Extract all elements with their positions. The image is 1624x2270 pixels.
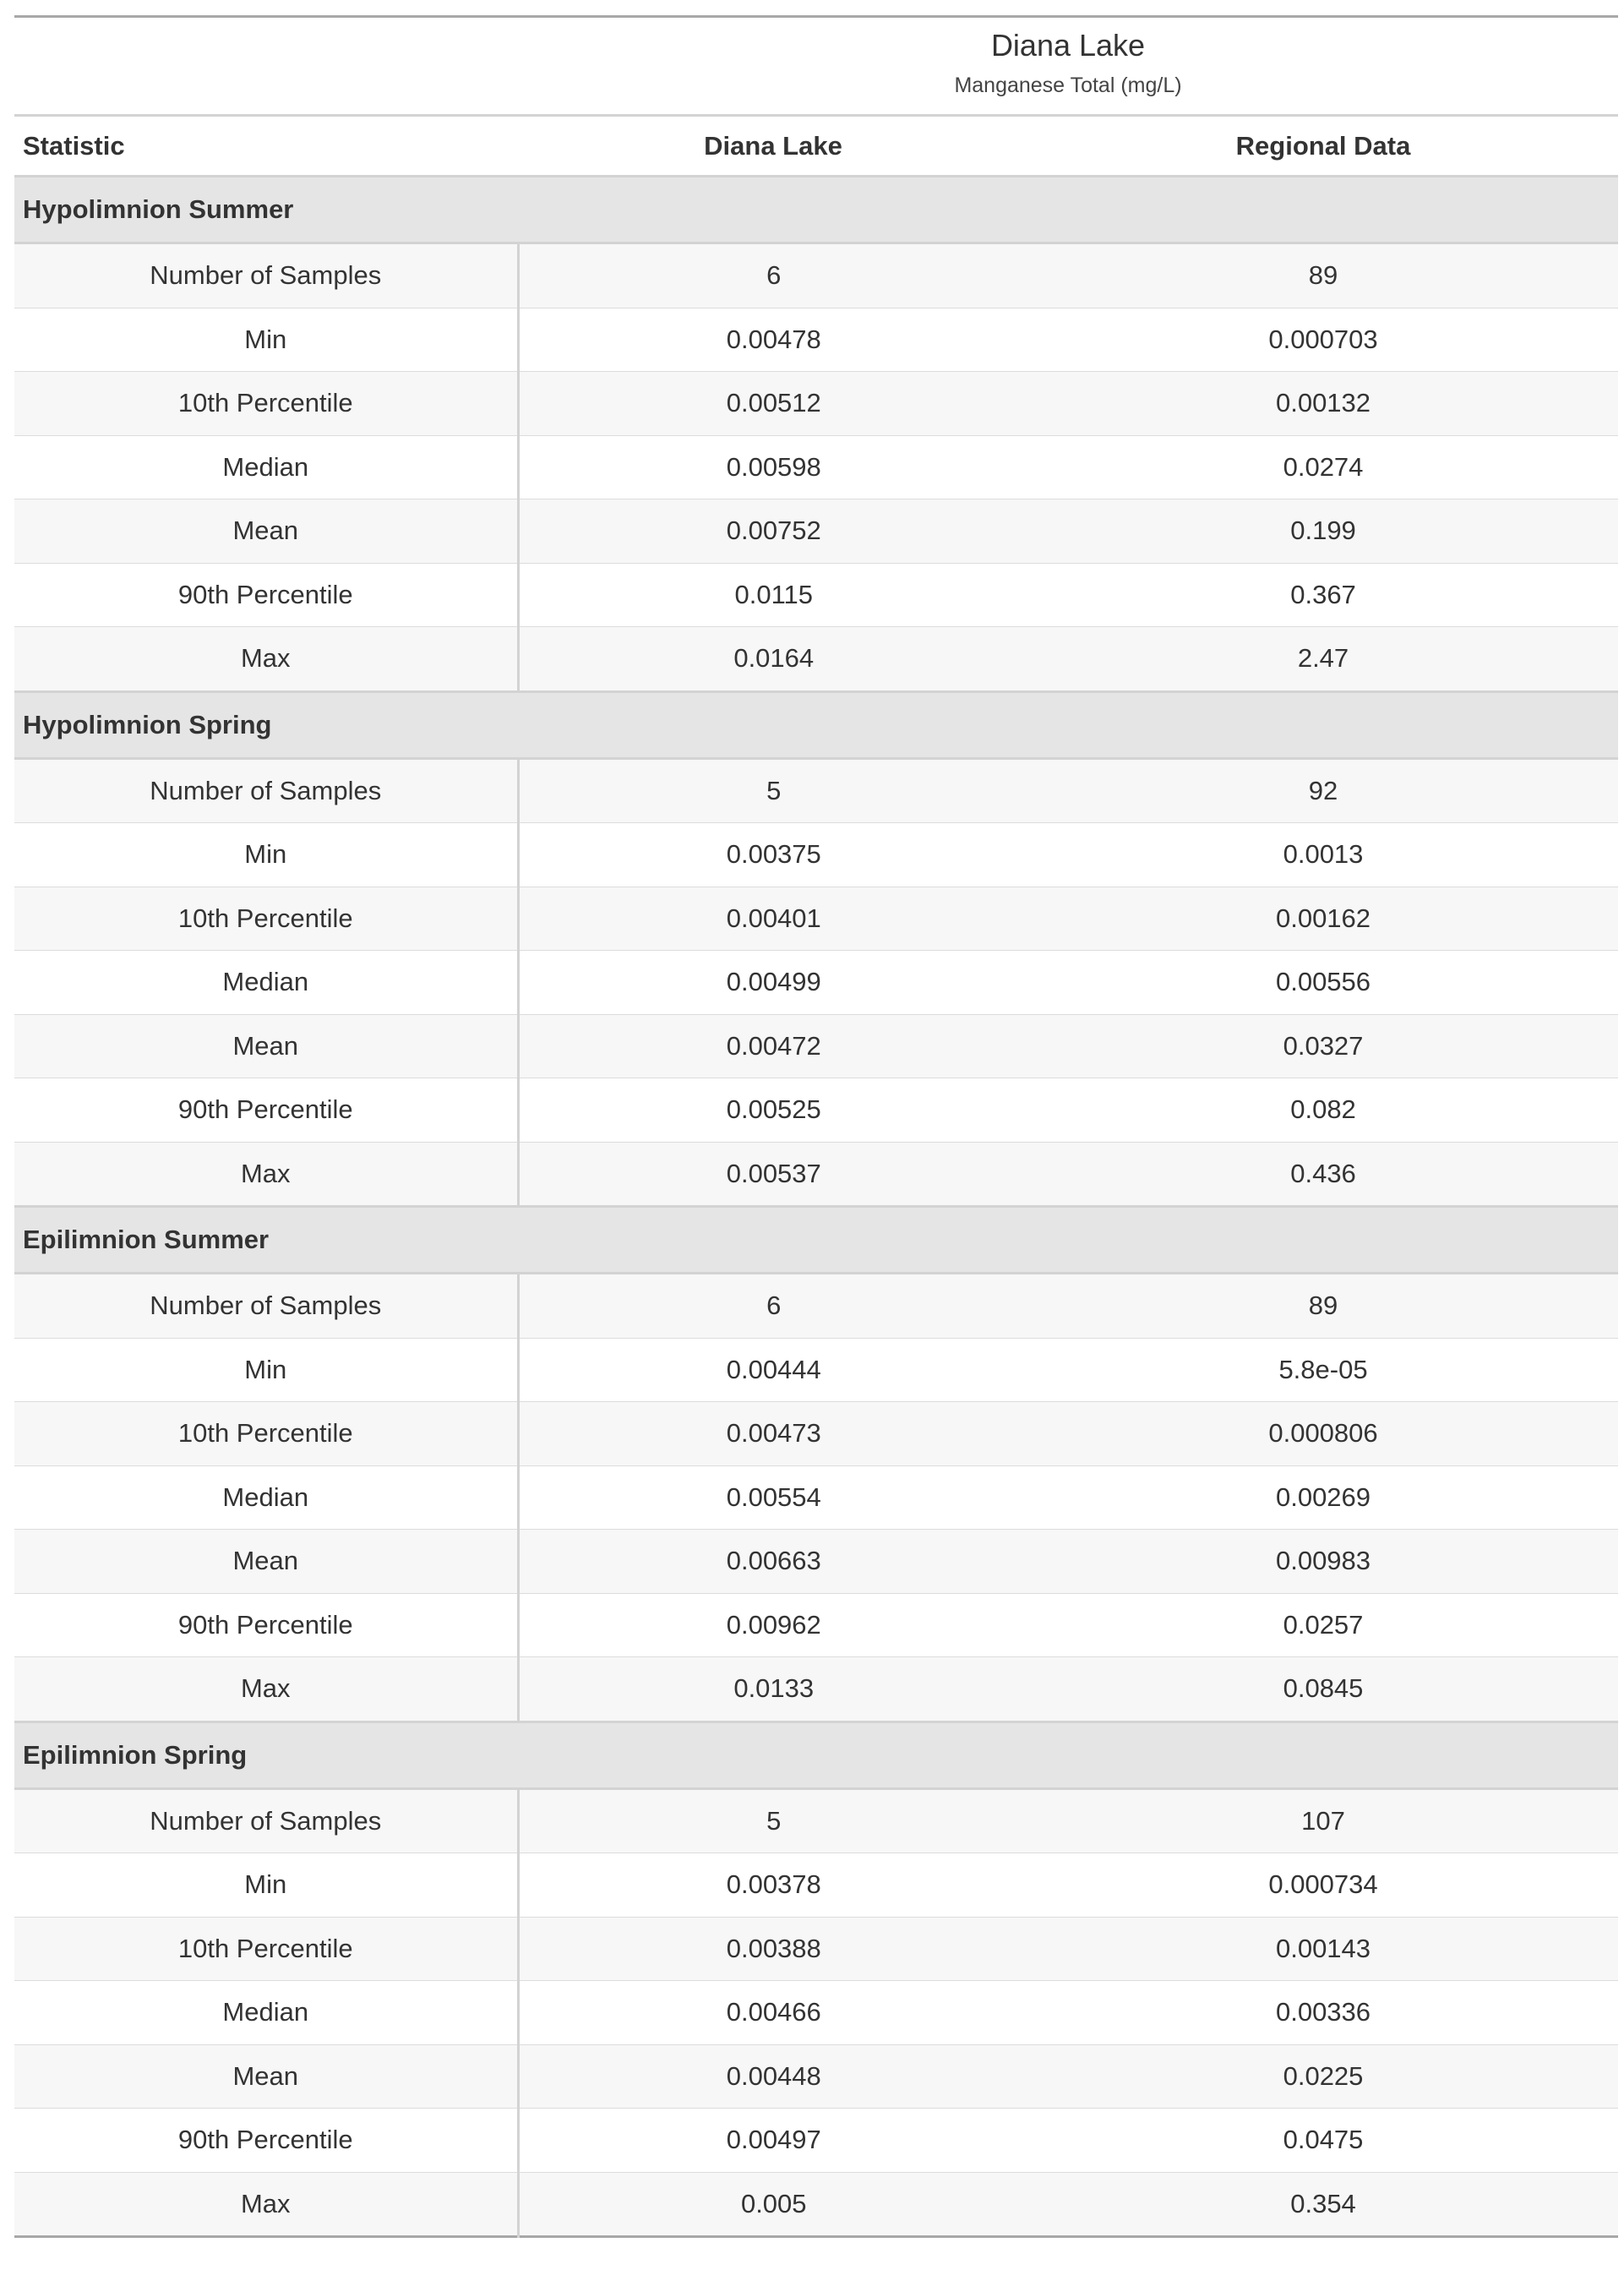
table-row bbox=[14, 1981, 1618, 2045]
lake-value-cell: 0.00499 bbox=[518, 951, 1028, 1015]
regional-value-cell: 0.199 bbox=[1028, 499, 1618, 564]
lake-value-cell: 0.0115 bbox=[518, 563, 1028, 627]
lake-value-cell: 0.00525 bbox=[518, 1078, 1028, 1143]
column-header-lake: Diana Lake bbox=[518, 116, 1028, 177]
group-row bbox=[14, 691, 1618, 758]
lake-value-cell: 0.00537 bbox=[518, 1142, 1028, 1207]
lake-value-cell: 0.005 bbox=[518, 2172, 1028, 2237]
table-row bbox=[14, 499, 1618, 564]
stat-cell: Mean bbox=[14, 1014, 518, 1078]
stat-cell: Max bbox=[14, 1657, 518, 1722]
table-row bbox=[14, 2109, 1618, 2173]
stat-cell: Median bbox=[14, 1465, 518, 1530]
stat-cell: Min bbox=[14, 823, 518, 887]
table-row bbox=[14, 1402, 1618, 1466]
regional-value-cell: 0.0013 bbox=[1028, 823, 1618, 887]
lake-value-cell: 0.00388 bbox=[518, 1917, 1028, 1981]
column-header-statistic: Statistic bbox=[14, 116, 518, 177]
stats-table-container bbox=[14, 15, 1618, 2238]
stat-cell: Median bbox=[14, 1981, 518, 2045]
lake-value-cell: 0.00752 bbox=[518, 499, 1028, 564]
table-row bbox=[14, 951, 1618, 1015]
regional-value-cell: 0.000734 bbox=[1028, 1853, 1618, 1918]
stat-cell: 10th Percentile bbox=[14, 372, 518, 436]
stat-cell: Number of Samples bbox=[14, 1788, 518, 1853]
lake-value-cell: 0.00663 bbox=[518, 1530, 1028, 1594]
table-row bbox=[14, 1142, 1618, 1207]
table-row bbox=[14, 1465, 1618, 1530]
regional-value-cell: 107 bbox=[1028, 1788, 1618, 1853]
lake-value-cell: 5 bbox=[518, 758, 1028, 823]
stat-cell: Max bbox=[14, 2172, 518, 2237]
lake-value-cell: 0.00375 bbox=[518, 823, 1028, 887]
lake-value-cell: 0.00466 bbox=[518, 1981, 1028, 2045]
table-row bbox=[14, 2172, 1618, 2237]
regional-value-cell: 0.436 bbox=[1028, 1142, 1618, 1207]
lake-value-cell: 0.00473 bbox=[518, 1402, 1028, 1466]
regional-value-cell: 0.00983 bbox=[1028, 1530, 1618, 1594]
table-row bbox=[14, 308, 1618, 372]
lake-value-cell: 0.00962 bbox=[518, 1593, 1028, 1657]
regional-value-cell: 0.082 bbox=[1028, 1078, 1618, 1143]
regional-value-cell: 0.0225 bbox=[1028, 2044, 1618, 2109]
stat-cell: 10th Percentile bbox=[14, 1917, 518, 1981]
lake-value-cell: 0.0133 bbox=[518, 1657, 1028, 1722]
lake-value-cell: 0.00512 bbox=[518, 372, 1028, 436]
stat-cell: Max bbox=[14, 1142, 518, 1207]
lake-value-cell: 0.00478 bbox=[518, 308, 1028, 372]
table-body bbox=[14, 177, 1618, 2237]
regional-value-cell: 0.00269 bbox=[1028, 1465, 1618, 1530]
table-row bbox=[14, 1788, 1618, 1853]
lake-value-cell: 0.00598 bbox=[518, 435, 1028, 499]
lake-value-cell: 0.00401 bbox=[518, 887, 1028, 951]
regional-value-cell: 0.0274 bbox=[1028, 435, 1618, 499]
regional-value-cell: 0.00556 bbox=[1028, 951, 1618, 1015]
table-row bbox=[14, 2044, 1618, 2109]
group-row bbox=[14, 177, 1618, 243]
subtitle-row bbox=[14, 63, 1618, 116]
stat-cell: Median bbox=[14, 951, 518, 1015]
regional-value-cell: 0.0475 bbox=[1028, 2109, 1618, 2173]
lake-value-cell: 6 bbox=[518, 243, 1028, 308]
table-row bbox=[14, 1853, 1618, 1918]
regional-value-cell: 0.0845 bbox=[1028, 1657, 1618, 1722]
regional-value-cell: 0.367 bbox=[1028, 563, 1618, 627]
lake-value-cell: 0.00472 bbox=[518, 1014, 1028, 1078]
table-subtitle: Manganese Total (mg/L) bbox=[518, 63, 1618, 116]
table-row bbox=[14, 1530, 1618, 1594]
table-row bbox=[14, 372, 1618, 436]
regional-value-cell: 2.47 bbox=[1028, 627, 1618, 692]
group-label: Hypolimnion Spring bbox=[14, 691, 1618, 758]
title-row bbox=[14, 17, 1618, 64]
lake-value-cell: 0.00554 bbox=[518, 1465, 1028, 1530]
table-row bbox=[14, 1274, 1618, 1339]
stat-cell: Number of Samples bbox=[14, 243, 518, 308]
regional-value-cell: 0.00143 bbox=[1028, 1917, 1618, 1981]
stat-cell: Number of Samples bbox=[14, 758, 518, 823]
table-row bbox=[14, 1917, 1618, 1981]
stats-table bbox=[14, 15, 1618, 2238]
table-row bbox=[14, 1014, 1618, 1078]
lake-value-cell: 6 bbox=[518, 1274, 1028, 1339]
stat-cell: Median bbox=[14, 435, 518, 499]
table-row bbox=[14, 758, 1618, 823]
stat-cell: Max bbox=[14, 627, 518, 692]
group-row bbox=[14, 1207, 1618, 1274]
table-row bbox=[14, 563, 1618, 627]
stat-cell: 90th Percentile bbox=[14, 1593, 518, 1657]
regional-value-cell: 0.00132 bbox=[1028, 372, 1618, 436]
table-row bbox=[14, 1593, 1618, 1657]
lake-value-cell: 0.00444 bbox=[518, 1338, 1028, 1402]
lake-value-cell: 0.00497 bbox=[518, 2109, 1028, 2173]
column-header-regional: Regional Data bbox=[1028, 116, 1618, 177]
stat-cell: 10th Percentile bbox=[14, 1402, 518, 1466]
table-title: Diana Lake bbox=[990, 28, 1146, 63]
regional-value-cell: 0.000703 bbox=[1028, 308, 1618, 372]
table-row bbox=[14, 1657, 1618, 1722]
stat-cell: 90th Percentile bbox=[14, 563, 518, 627]
stat-cell: Min bbox=[14, 1853, 518, 1918]
stat-cell: 90th Percentile bbox=[14, 1078, 518, 1143]
group-row bbox=[14, 1722, 1618, 1788]
regional-value-cell: 92 bbox=[1028, 758, 1618, 823]
regional-value-cell: 0.354 bbox=[1028, 2172, 1618, 2237]
table-row bbox=[14, 1338, 1618, 1402]
regional-value-cell: 89 bbox=[1028, 243, 1618, 308]
regional-value-cell: 89 bbox=[1028, 1274, 1618, 1339]
regional-value-cell: 0.00162 bbox=[1028, 887, 1618, 951]
stat-cell: Min bbox=[14, 1338, 518, 1402]
table-row bbox=[14, 1078, 1618, 1143]
stat-cell: Number of Samples bbox=[14, 1274, 518, 1339]
lake-value-cell: 0.0164 bbox=[518, 627, 1028, 692]
table-row bbox=[14, 887, 1618, 951]
regional-value-cell: 5.8e-05 bbox=[1028, 1338, 1618, 1402]
table-row bbox=[14, 823, 1618, 887]
group-label: Epilimnion Summer bbox=[14, 1207, 1618, 1274]
lake-value-cell: 0.00448 bbox=[518, 2044, 1028, 2109]
regional-value-cell: 0.00336 bbox=[1028, 1981, 1618, 2045]
regional-value-cell: 0.0257 bbox=[1028, 1593, 1618, 1657]
table-row bbox=[14, 243, 1618, 308]
stat-cell: Mean bbox=[14, 499, 518, 564]
stat-cell: 90th Percentile bbox=[14, 2109, 518, 2173]
lake-value-cell: 0.00378 bbox=[518, 1853, 1028, 1918]
stat-cell: Min bbox=[14, 308, 518, 372]
regional-value-cell: 0.0327 bbox=[1028, 1014, 1618, 1078]
column-header-row bbox=[14, 116, 1618, 177]
regional-value-cell: 0.000806 bbox=[1028, 1402, 1618, 1466]
lake-value-cell: 5 bbox=[518, 1788, 1028, 1853]
table-row bbox=[14, 435, 1618, 499]
table-row bbox=[14, 627, 1618, 692]
stat-cell: 10th Percentile bbox=[14, 887, 518, 951]
group-label: Hypolimnion Summer bbox=[14, 177, 1618, 243]
group-label: Epilimnion Spring bbox=[14, 1722, 1618, 1788]
stat-cell: Mean bbox=[14, 2044, 518, 2109]
stat-cell: Mean bbox=[14, 1530, 518, 1594]
